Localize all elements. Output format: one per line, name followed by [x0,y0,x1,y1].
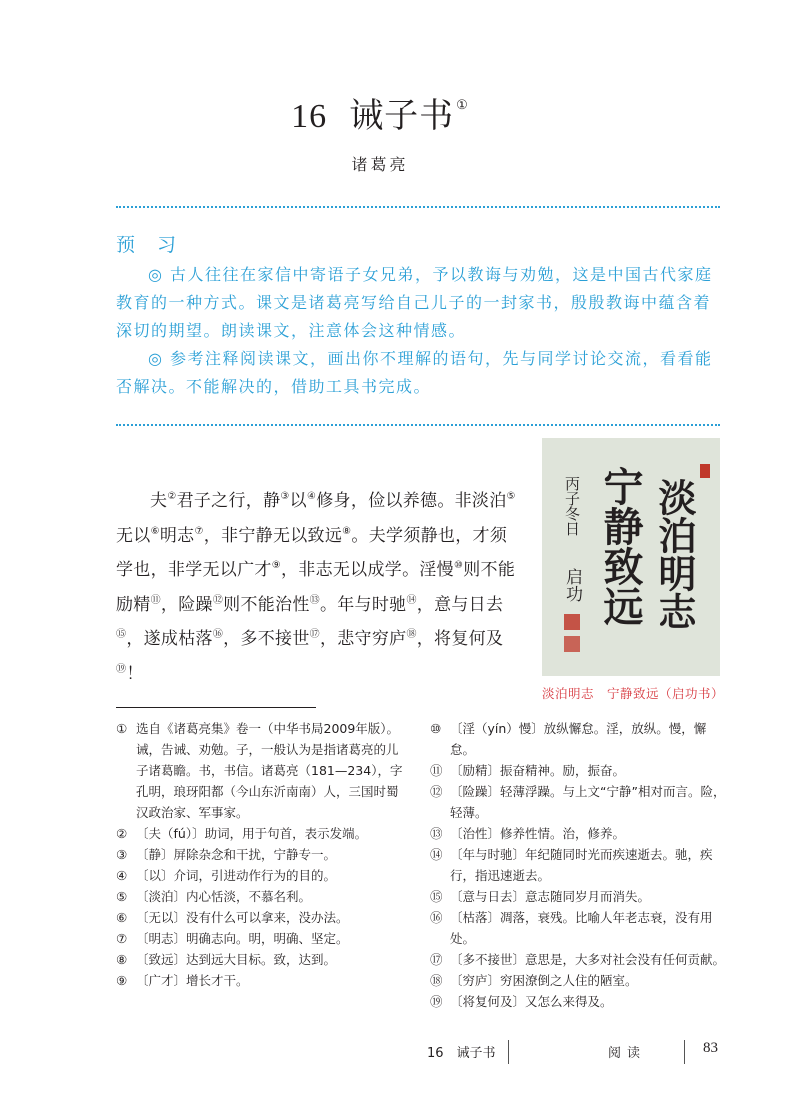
footnote-mark: ⑭ [430,847,443,862]
footnote-text: 〔淡泊〕内心恬淡，不慕名利。 [136,889,312,904]
footnote-text: 〔明志〕明确志向。明，明确、坚定。 [136,931,349,946]
main-text-segment: ，非志无以成学。淫慢 [280,560,454,580]
footnote-mark: ② [116,826,128,841]
main-text-segment: 。年与时驰 [319,594,407,615]
footer-section: 阅读 [608,1046,647,1061]
note-ref[interactable]: ⑪ [150,594,161,606]
footnote-mark: ⑬ [430,826,443,841]
footer-lesson: 16 诫子书 [427,1046,496,1061]
lesson-title [0,88,760,137]
note-ref[interactable]: ③ [280,491,290,502]
calligraphy-line-2: 宁静致远 [597,466,643,626]
footnote-rule [116,707,316,708]
footnote-text: 〔励精〕振奋精神。励，振奋。 [450,763,626,778]
note-ref[interactable]: ⑤ [506,491,516,502]
footnote [116,928,408,949]
footnote [430,844,730,886]
footer-separator [508,1040,509,1064]
note-ref[interactable]: ⑯ [212,629,224,640]
footnote-text: 〔险躁〕轻薄浮躁。与上文“宁静”相对而言。险，轻薄。 [450,784,726,820]
footnote-mark: ④ [116,868,128,883]
dotted-divider-bottom [116,424,720,426]
main-text-segment: 。夫学须静也，才须学也，非学无以广才 [116,525,508,580]
calligraphy-inscription: 丙子冬日 [563,476,581,536]
main-text-segment: 则不能治性 [223,594,310,615]
footnote [430,907,730,949]
footnote [116,823,408,844]
footnote [430,991,730,1012]
footnote-text: 〔年与时驰〕年纪随同时光而疾速逝去。驰，疾行，指迅速逝去。 [450,847,713,883]
calligraphy-caption: 淡泊明志 宁静致远（启功书） [542,686,725,701]
author: 诸葛亮 [351,155,409,174]
footnote-mark: ⑦ [116,931,128,946]
footnote-text: 〔致远〕达到远大目标。致，达到。 [136,952,337,967]
note-ref[interactable]: ⑱ [406,629,417,640]
preview-paragraph-2: ◎ 参考注释阅读课文，画出你不理解的语句，先与同学讨论交流，看看能否解决。不能解决的，借助工具书完成。 [116,349,713,396]
footnote [430,718,730,760]
footnote-text: 〔广才〕增长才干。 [136,973,249,988]
preview-paragraph-1: ◎ 古人往往在家信中寄语子女兄弟，予以教诲与劝勉，这是中国古代家庭教育的一种方式。课文是诸葛亮写给自己儿子的一封家书，殷殷教诲中蕴含着深切的期望。朗读课文，注意体会这种情感。 [116,265,713,340]
footnote-mark: ⑨ [116,973,128,988]
calligraphy-artwork [542,438,720,676]
footnote [430,886,730,907]
main-text-segment: 则不能励精 [116,560,516,615]
note-ref[interactable]: ⑦ [194,525,204,537]
footnote [116,886,408,907]
main-text-segment: ！ [126,663,144,684]
note-ref[interactable]: ⑰ [309,629,320,640]
footnote-text: 〔将复何及〕又怎么来得及。 [450,994,613,1009]
main-text-segment: 君子之行，静 [176,491,281,511]
footnote-mark: ⑥ [116,910,128,925]
main-text-segment: ，险躁 [160,594,213,615]
preview-heading: 预 习 [116,234,185,256]
footnote-text: 〔多不接世〕意思是，大多对社会没有任何贡献。 [450,952,726,967]
note-ref[interactable]: ⑨ [271,560,281,571]
footnote-mark: ⑧ [116,952,128,967]
note-ref[interactable]: ⑥ [150,525,160,537]
main-text-segment: 明志 [159,525,195,546]
main-text-segment: ，非宁静无以致远 [203,525,343,546]
note-ref[interactable]: ⑫ [212,594,224,606]
footnote-mark: ⑱ [430,973,443,988]
footnote-mark: ⑰ [430,952,443,967]
title-note-mark[interactable]: ① [456,98,469,113]
note-ref[interactable]: ⑲ [116,663,127,675]
footnote-text: 〔穷庐〕穷困潦倒之人住的陋室。 [450,973,638,988]
calligraphy-signature: 启功 [562,568,582,602]
seal-bottom-1 [564,614,580,630]
note-ref[interactable]: ⑭ [406,594,417,606]
footnote-mark: ① [116,721,128,736]
main-text [116,482,520,689]
seal-bottom-2 [564,636,580,652]
footnote-mark: ⑫ [430,784,443,799]
preview-section [116,230,720,401]
footnote-mark: ⑯ [430,910,443,925]
footnote [116,844,408,865]
footnote [116,865,408,886]
footnote [116,907,408,928]
seal-top [700,464,710,478]
calligraphy-line-1: 淡泊明志 [652,478,696,630]
main-text-segment: ，意与日去 [416,594,504,615]
footnote-mark: ⑮ [430,889,443,904]
footnote [116,949,408,970]
note-ref[interactable]: ④ [306,491,317,502]
footnote-text: 〔枯落〕凋落，衰残。比喻人年老志衰，没有用处。 [450,910,713,946]
footnote [116,718,408,823]
footnote-text: 〔以〕介词，引进动作行为的目的。 [136,868,337,883]
note-ref[interactable]: ⑩ [453,560,464,571]
footnote-mark: ⑪ [430,763,443,778]
main-text-paragraph [116,482,520,689]
footnote-text: 〔无以〕没有什么可以拿来，没办法。 [136,910,349,925]
footnote-text: 选自《诸葛亮集》卷一（中华书局2009年版）。诫，告诫、劝勉。子，一般认为是指诸葛亮的儿子诸葛瞻。书，书信。诸葛亮（181—234），字孔明，琅玡阳都（今山东沂南南）人，三国时蜀汉政治家、军事家。 [136,721,403,820]
footnote-mark: ⑤ [116,889,128,904]
main-text-segment: ，将复何及 [416,629,504,649]
main-text-segment: ，多不接世 [223,629,310,649]
main-text-segment: ，悲守穷庐 [319,629,407,649]
footnote-text: 〔夫（fú）〕助词，用于句首，表示发端。 [136,826,368,841]
lesson-title-text: 诫子书 [349,96,455,136]
footnote [430,949,730,970]
main-text-segment: ，遂成枯落 [126,629,213,649]
footnote [430,970,730,991]
footnote-mark: ③ [116,847,128,862]
footnote [430,823,730,844]
note-ref[interactable]: ⑮ [116,629,127,640]
footer-separator [684,1040,685,1064]
note-ref[interactable]: ⑧ [342,525,352,537]
main-text-segment: 以 [289,491,307,511]
footnote-text: 〔治性〕修养性情。治，修养。 [450,826,626,841]
footnote [430,760,730,781]
calligraphy-image [542,438,720,676]
footnote-text: 〔静〕屏除杂念和干扰，宁静专一。 [136,847,337,862]
lesson-number: 16 [291,98,328,135]
footnote-text: 〔淫（yín）慢〕放纵懈怠。淫，放纵。慢，懈怠。 [450,721,707,757]
footnotes-left-column [116,718,408,991]
main-text-segment: 无以 [116,525,151,546]
dotted-divider-top [116,206,720,208]
footnotes-right-column [430,718,730,1012]
footnote-mark: ⑲ [430,994,443,1009]
page-footer [0,1040,800,1064]
main-text-segment: 修身，俭以养德。非淡泊 [316,491,507,511]
main-text-segment: 夫 [150,491,168,511]
footnote-mark: ⑩ [430,721,442,736]
footnote-text: 〔意与日去〕意志随同岁月而消失。 [450,889,651,904]
footnote [430,781,730,823]
footnote [116,970,408,991]
note-ref[interactable]: ⑬ [309,594,320,606]
page-number: 83 [703,1040,718,1056]
note-ref[interactable]: ② [167,491,177,502]
